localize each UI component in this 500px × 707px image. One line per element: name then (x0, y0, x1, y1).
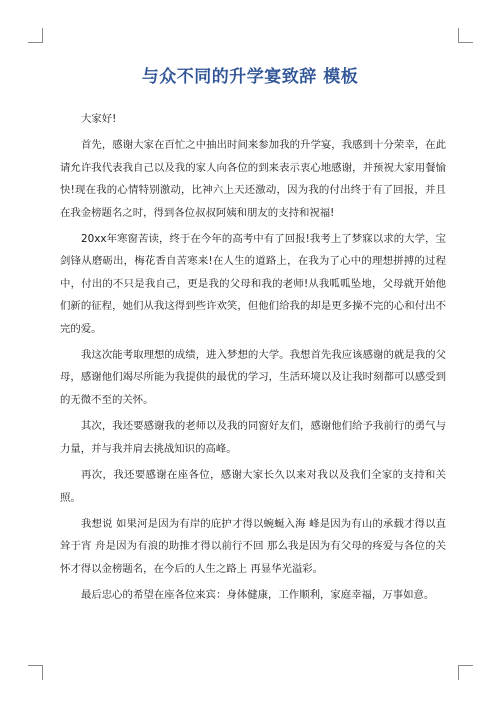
paragraph-thanks-parents: 我这次能考取理想的成绩，进入梦想的大学。我想首先我应该感谢的就是我的父母，感谢他们竭尽所能为我提供的最优的学习，生活环境以及让我时刻都可以感受到的无微不至的关怀。 (60, 349, 446, 406)
crop-mark-bottom-right (458, 665, 473, 680)
paragraph-metaphor: 我想说 如果河是因为有岸的庇护才得以蜿蜒入海 峰是因为有山的承载才得以直耸于宵 舟是因为有浪的助推才得以前行不回 那么我是因为有父母的疼爱与各位的关怀才得以金榜题名，在今后的人生之路上 再显华光溢彩。 (60, 517, 446, 575)
paragraph-hard-work: 20xx年寒窗苦读，终于在今年的高考中有了回报!我考上了梦寐以求的大学，宝剑锋从磨砺出，梅花香自苦寒来!在人生的道路上，在我为了心中的理想拼搏的过程中，付出的不只是我自己，更是我的父母和我的老师!从我呱呱坠地，父母就开始他们新的征程，她们从我这得到些许欢笑，但他们给我的却是更多操不完的心和付出不完的爱。 (60, 233, 446, 335)
greeting-paragraph: 大家好! (81, 113, 117, 125)
document-body (60, 108, 446, 611)
crop-mark-top-left (28, 28, 43, 43)
paragraph-opening: 首先，感谢大家在百忙之中抽出时间来参加我的升学宴，我感到十分荣幸，在此请允许我代表我自己以及我的家人向各位的到来表示衷心地感谢，并预祝大家用餐愉快!现在我的心情特别激动，比神六上天还激动，因为我的付出终于有了回报，并且在我金榜题名之时，得到各位叔叔阿姨和朋友的支持和祝福! (60, 139, 446, 219)
paragraph-closing: 最后忠心的希望在座各位来宾：身体健康，工作顺利，家庭幸福，万事如意。 (81, 589, 435, 602)
crop-mark-top-right (458, 28, 473, 43)
paragraph-thanks-teachers: 其次，我还要感谢我的老师以及我的同窗好友们，感谢他们给予我前行的勇气与力量，并与我并肩去挑战知识的高峰。 (60, 420, 446, 455)
paragraph-thanks-guests: 再次，我还要感谢在座各位，感谢大家长久以来对我以及我们全家的支持和关照。 (60, 469, 446, 504)
document-title: 与众不同的升学宴致辞 模板 (141, 67, 359, 87)
crop-mark-bottom-left (28, 665, 43, 680)
